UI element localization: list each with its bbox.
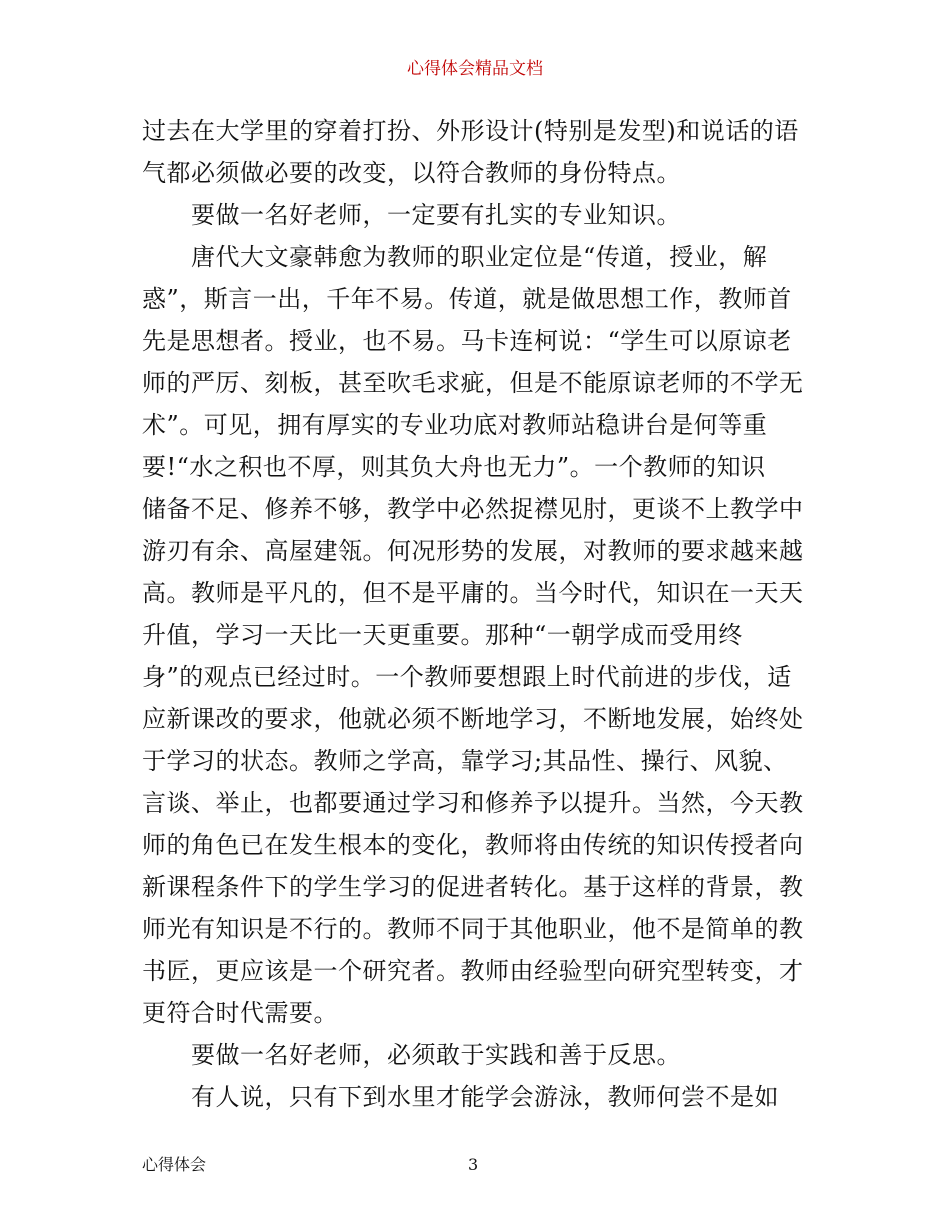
body-line: 言谈、举止，也都要通过学习和修养予以提升。当然，今天教 [142,789,804,817]
page-header-title: 心得体会精品文档 [407,59,543,79]
body-line: 更符合时代需要。 [142,999,338,1027]
body-line: 要做一名好老师，必须敢于实践和善于反思。 [142,1041,681,1069]
body-line: 过去在大学里的穿着打扮、外形设计(特别是发型)和说话的语 [142,117,799,145]
footer-label: 心得体会 [142,1155,207,1174]
body-line: 师的严厉、刻板，甚至吹毛求疵，但是不能原谅老师的不学无 [142,369,804,397]
body-line: 储备不足、修养不够，教学中必然捉襟见肘，更谈不上教学中 [142,495,804,523]
body-line: 游刃有余、高屋建瓴。何况形势的发展，对教师的要求越来越 [142,537,804,565]
body-line: 有人说，只有下到水里才能学会游泳，教师何尝不是如 [142,1083,779,1111]
body-line: 应新课改的要求，他就必须不断地学习，不断地发展，始终处 [142,705,804,733]
body-line: 先是思想者。授业，也不易。马卡连柯说：“学生可以原谅老 [142,327,792,355]
body-line: 身”的观点已经过时。一个教师要想跟上时代前进的步伐，适 [142,663,792,691]
body-line: 师的角色已在发生根本的变化，教师将由传统的知识传授者向 [142,831,804,859]
body-line: 要做一名好老师，一定要有扎实的专业知识。 [142,201,681,229]
body-line: 高。教师是平凡的，但不是平庸的。当今时代，知识在一天天 [142,579,804,607]
body-line: 书匠，更应该是一个研究者。教师由经验型向研究型转变，才 [142,957,804,985]
body-line: 升值，学习一天比一天更重要。那种“一朝学成而受用终 [142,621,743,649]
body-line: 唐代大文豪韩愈为教师的职业定位是“传道，授业，解 [142,243,768,271]
body-line: 气都必须做必要的改变，以符合教师的身份特点。 [142,159,681,187]
body-line: 惑”，斯言一出，千年不易。传道，就是做思想工作，教师首 [142,285,792,313]
body-line: 师光有知识是不行的。教师不同于其他职业，他不是简单的教 [142,915,804,943]
page-number: 3 [468,1155,479,1174]
body-line: 于学习的状态。教师之学高，靠学习;其品性、操行、风貌、 [142,747,788,775]
body-line: 术”。可见，拥有厚实的专业功底对教师站稳讲台是何等重 [142,411,768,439]
body-line: 新课程条件下的学生学习的促进者转化。基于这样的背景，教 [142,873,804,901]
body-line: 要!“水之积也不厚，则其负大舟也无力”。一个教师的知识 [142,453,766,481]
